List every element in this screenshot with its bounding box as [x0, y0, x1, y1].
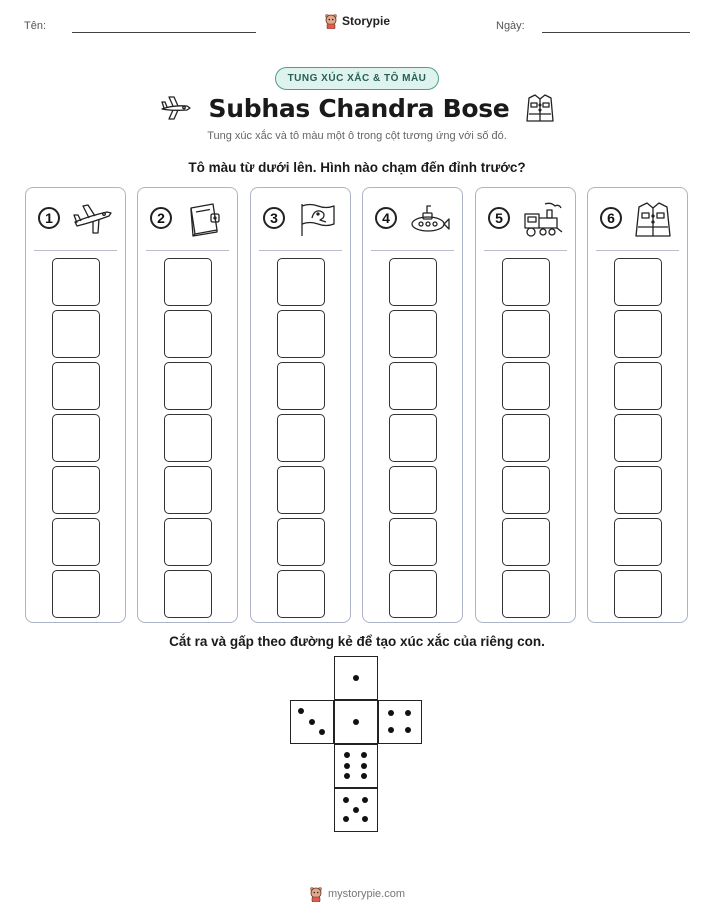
color-box[interactable]	[614, 518, 662, 566]
color-box[interactable]	[502, 570, 550, 618]
column-header	[596, 200, 679, 251]
dice-pip	[353, 675, 359, 681]
color-box[interactable]	[502, 362, 550, 410]
color-box[interactable]	[164, 414, 212, 462]
color-box[interactable]	[502, 310, 550, 358]
color-box[interactable]	[389, 258, 437, 306]
color-box[interactable]	[164, 570, 212, 618]
color-box[interactable]	[502, 258, 550, 306]
color-box[interactable]	[614, 362, 662, 410]
uniform-icon	[525, 92, 555, 124]
color-box[interactable]	[52, 362, 100, 410]
color-box[interactable]	[502, 414, 550, 462]
airplane-icon	[159, 94, 193, 122]
dice-face-4	[378, 700, 422, 744]
dice-pip	[309, 719, 315, 725]
color-box[interactable]	[164, 518, 212, 566]
color-box[interactable]	[52, 518, 100, 566]
color-box[interactable]	[277, 518, 325, 566]
color-box[interactable]	[164, 258, 212, 306]
color-box[interactable]	[277, 310, 325, 358]
dice-column-2	[137, 187, 238, 623]
color-box[interactable]	[389, 518, 437, 566]
column-header	[34, 200, 117, 251]
dice-pip	[353, 807, 359, 813]
color-box[interactable]	[164, 362, 212, 410]
book-icon	[183, 200, 227, 238]
dice-pip	[298, 708, 304, 714]
color-box[interactable]	[52, 570, 100, 618]
dice-pip	[319, 729, 325, 735]
dice-column-1	[25, 187, 126, 623]
color-box[interactable]	[389, 414, 437, 462]
dice-face-3	[290, 700, 334, 744]
date-label: Ngày:	[496, 20, 525, 32]
column-header	[146, 200, 229, 251]
storypie-mascot-icon	[324, 13, 338, 29]
column-number: 4	[375, 207, 397, 229]
color-box[interactable]	[614, 310, 662, 358]
dice-column-3	[250, 187, 351, 623]
page-title: Subhas Chandra Bose	[208, 93, 510, 123]
name-line	[72, 32, 256, 33]
color-box[interactable]	[614, 414, 662, 462]
game-instruction: Tô màu từ dưới lên. Hình nào chạm đến đỉnh trước?	[188, 160, 526, 175]
dice-pip	[405, 710, 411, 716]
dice-pip	[362, 797, 368, 803]
dice-pip	[405, 727, 411, 733]
color-box[interactable]	[502, 466, 550, 514]
dice-pip	[343, 816, 349, 822]
color-box[interactable]	[614, 466, 662, 514]
dice-face-1	[334, 656, 378, 700]
title-row	[0, 88, 714, 128]
column-header	[371, 200, 454, 251]
column-header	[259, 200, 342, 251]
dice-face-1	[334, 700, 378, 744]
dice-pip	[344, 773, 350, 779]
color-box[interactable]	[614, 570, 662, 618]
flag-icon	[296, 200, 340, 238]
color-box[interactable]	[277, 414, 325, 462]
uniform-icon	[633, 200, 677, 238]
dice-face-6	[334, 744, 378, 788]
column-number: 2	[150, 207, 172, 229]
dice-pip	[353, 719, 359, 725]
dice-column-4	[362, 187, 463, 623]
brand-name: Storypie	[341, 14, 390, 28]
column-number: 1	[38, 207, 60, 229]
color-box[interactable]	[277, 570, 325, 618]
color-box[interactable]	[277, 362, 325, 410]
dice-pip	[344, 752, 350, 758]
color-box[interactable]	[164, 466, 212, 514]
submarine-icon	[408, 200, 452, 238]
dice-pip	[343, 797, 349, 803]
subtitle: Tung xúc xắc và tô màu một ô trong cột tương ứng với số đó.	[207, 130, 507, 142]
color-box[interactable]	[277, 258, 325, 306]
color-box[interactable]	[389, 466, 437, 514]
activity-badge	[0, 67, 714, 90]
brand-logo	[0, 13, 714, 29]
color-box[interactable]	[614, 258, 662, 306]
dice-pip	[361, 773, 367, 779]
date-line	[542, 32, 690, 33]
column-header	[484, 200, 567, 251]
column-number: 5	[488, 207, 510, 229]
color-box[interactable]	[52, 414, 100, 462]
train-icon	[521, 200, 565, 238]
color-box[interactable]	[52, 258, 100, 306]
dice-pip	[362, 816, 368, 822]
color-box[interactable]	[52, 466, 100, 514]
dice-pip	[361, 752, 367, 758]
color-box[interactable]	[502, 518, 550, 566]
color-box[interactable]	[164, 310, 212, 358]
storypie-mascot-icon	[309, 886, 323, 902]
color-box[interactable]	[389, 362, 437, 410]
name-label: Tên:	[24, 20, 47, 32]
column-number: 6	[600, 207, 622, 229]
cut-instruction: Cắt ra và gấp theo đường kẻ để tạo xúc xắc của riêng con.	[169, 634, 545, 649]
dice-column-5	[475, 187, 576, 623]
airplane-icon	[71, 200, 115, 238]
dice-pip	[388, 727, 394, 733]
dice-column-6	[587, 187, 688, 623]
dice-face-5	[334, 788, 378, 832]
footer	[0, 886, 714, 902]
color-box[interactable]	[389, 570, 437, 618]
dice-pip	[361, 763, 367, 769]
column-number: 3	[263, 207, 285, 229]
dice-pip	[388, 710, 394, 716]
footer-url: mystorypie.com	[327, 888, 406, 900]
dice-pip	[344, 763, 350, 769]
activity-badge-text: TUNG XÚC XẮC & TÔ MÀU	[275, 67, 440, 90]
color-box[interactable]	[277, 466, 325, 514]
color-box[interactable]	[52, 310, 100, 358]
color-box[interactable]	[389, 310, 437, 358]
